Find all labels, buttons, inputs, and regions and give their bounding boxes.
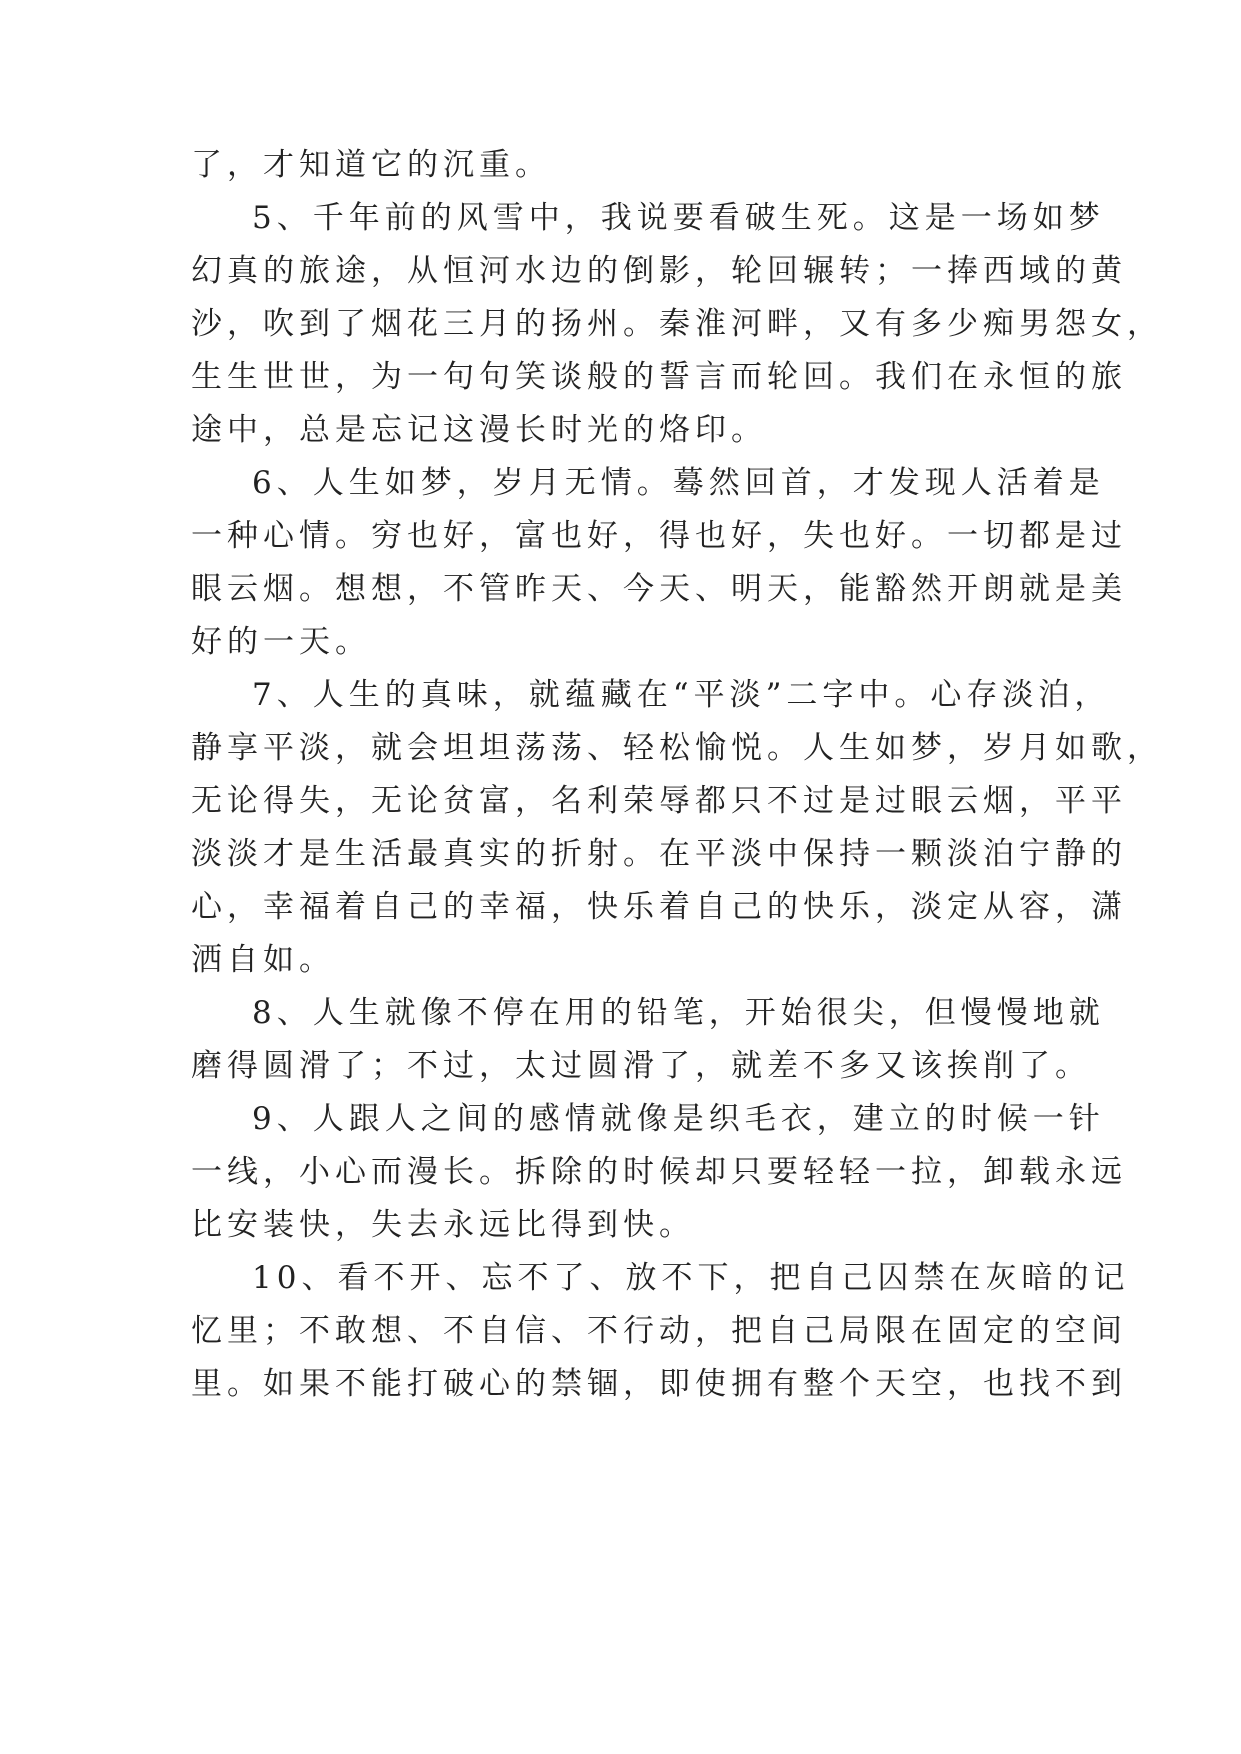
text-line: 洒自如。: [191, 942, 335, 978]
text-line: 沙，吹到了烟花三月的扬州。秦淮河畔，又有多少痴男怨女，: [191, 306, 1163, 342]
text-line: 9、人跟人之间的感情就像是织毛衣，建立的时候一针: [252, 1101, 1105, 1137]
text-line: 静享平淡，就会坦坦荡荡、轻松愉悦。人生如梦，岁月如歌，: [191, 730, 1163, 766]
text-line: 了，才知道它的沉重。: [191, 147, 551, 183]
text-line: 心，幸福着自己的幸福，快乐着自己的快乐，淡定从容，潇: [191, 889, 1127, 925]
text-line: 眼云烟。想想，不管昨天、今天、明天，能豁然开朗就是美: [191, 571, 1127, 607]
text-line: 5、千年前的风雪中，我说要看破生死。这是一场如梦: [252, 200, 1105, 236]
text-line: 生生世世，为一句句笑谈般的誓言而轮回。我们在永恒的旅: [191, 359, 1127, 395]
text-line: 淡淡才是生活最真实的折射。在平淡中保持一颗淡泊宁静的: [191, 836, 1127, 872]
text-line: 7、人生的真味，就蕴藏在“平淡”二字中。心存淡泊，: [252, 677, 1111, 713]
text-line: 忆里；不敢想、不自信、不行动，把自己局限在固定的空间: [191, 1313, 1127, 1349]
text-line: 6、人生如梦，岁月无情。蓦然回首，才发现人活着是: [252, 465, 1105, 501]
text-line: 途中，总是忘记这漫长时光的烙印。: [191, 412, 767, 448]
text-line: 无论得失，无论贫富，名利荣辱都只不过是过眼云烟，平平: [191, 783, 1127, 819]
text-line: 一线，小心而漫长。拆除的时候却只要轻轻一拉，卸载永远: [191, 1154, 1127, 1190]
text-line: 好的一天。: [191, 624, 371, 660]
text-line: 10、看不开、忘不了、放不下，把自己囚禁在灰暗的记: [252, 1260, 1130, 1296]
text-line: 比安装快，失去永远比得到快。: [191, 1207, 695, 1243]
text-line: 一种心情。穷也好，富也好，得也好，失也好。一切都是过: [191, 518, 1127, 554]
text-line: 磨得圆滑了；不过，太过圆滑了，就差不多又该挨削了。: [191, 1048, 1091, 1084]
text-line: 8、人生就像不停在用的铅笔，开始很尖，但慢慢地就: [252, 995, 1105, 1031]
text-line: 里。如果不能打破心的禁锢，即使拥有整个天空，也找不到: [191, 1366, 1127, 1402]
text-line: 幻真的旅途，从恒河水边的倒影，轮回辗转；一捧西域的黄: [191, 253, 1127, 289]
